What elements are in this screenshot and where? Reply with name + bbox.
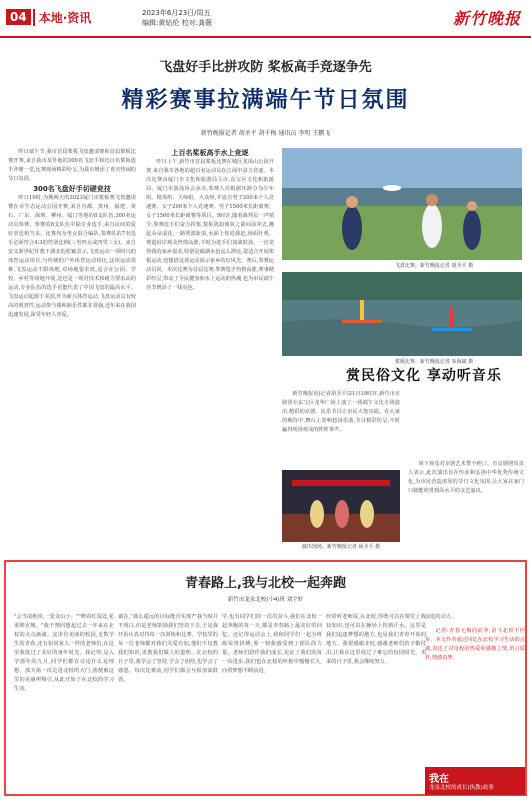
culture-right-text: 场下观众对京剧艺术赞不绝口。市京剧团负责人表示,此次演出旨在传承和弘扬中华优秀传统文化,为市民营造浓厚的节日文化氛围,让大家在家门口就能欣赏到高水平的文艺演出。 — [408, 461, 524, 494]
paddleboard-text: 昨日上午,新竹市首届桨板比赛在城区龙凤山公园开赛,来自我市各地的超百名运动员在江面中奋力竞逐。本次比赛由厦门市文化和旅游局主办,东宝区文化和旅游局、厦门市游泳协会承办,参赛人员根据年龄分为少年组、精英组、大师组、大众组,并设有男子200米个人竞速赛、女子200米个人竞速赛、男子1500米长距离赛、女子1500米长距离赛等项目。9时许,随着裁判员一声哨令,参赛选手们奋力挥桨,桨板犹如离弦之箭向前冲去,溅起朵朵浪花,一路劈波斩浪,水面上你追我赶,场面壮观。赛道沿岸观众热情高涨,不时为选手们加油鼓劲。一直觉得我的家乡很美,特别是蔺湖水色这么漂亮,很适合开展桨板运动,也想借这项运动展示家乡的好风光。赛后,参赛运动员说。本次比赛为首届比赛,参赛选手热情高涨,赛事精彩纷呈,带动了全民健身和水上运动的热潮,也为市民端午佳节增添了一抹亮色。 — [146, 159, 274, 291]
subheading-paddleboard: 上百名桨板高手水上竞逐 — [171, 149, 249, 157]
frisbee-photo-caption: 飞盘比赛。新竹晚报记者 胡圣平 摄 — [394, 263, 474, 269]
subheading-frisbee: 300名飞盘好手切磋竞技 — [33, 185, 111, 193]
feature-text-4: 经常听老师说,在北校,你既可以在课堂上收获知识,也可以在操场上挥洒汗水。这里是我们追逐梦想的地方,也是我们青春开始的地方。我要感谢北校,感谢老师们的辛勤付出,让我在这里度过了难忘的校园时光。未来的日子里,我会继续努力。 — [326, 614, 426, 666]
badge-subtitle: 龙泉北校的成长(执教)故事 — [429, 785, 494, 791]
culture-article-text — [282, 390, 400, 468]
article-headline: 精彩赛事拉满端午节日氛围 — [121, 88, 410, 113]
feature-text-2: 诚在,"那么遥远的目标能否实现?"我当时并不明白,但是老师鼓励我们坚持下去,于是我开始认真对待每一次训练和比赛。学校里的每一位老师都对我们关爱有加,他们不仅教我们知识,更教我们做人的道理。在北校的日子里,我学会了坚持,学会了团结,也学会了感恩。每次比赛前,同学们都会互相加油鼓劲。 — [118, 614, 218, 684]
feature-title: 青春路上,我与北校一起奔跑 — [185, 576, 346, 591]
feature-text-1: "会当凌绝顶,一览众山小。""晓看红湿处,花重锦官城。"我不禁回想起过去一年来在北校的点点滴滴。这里有美丽的校园,无数学生的青春,还有如同家人一样的老师们,在这里我度过了美好的童年时光。我记得,是入学那年的九月,同学们都在讨论什么是理想。那天第一次走进北校的大门,我便被这里的美丽所吸引,从此开始了在北校的学习生活。 — [14, 614, 114, 693]
section-tag — [6, 8, 91, 26]
feature-column-3 — [222, 608, 322, 792]
article-byline: 新竹晚报记者 胡圣平 胡千梅 通讯员 李明 王鹏飞 — [200, 130, 331, 137]
feature-column-4 — [326, 608, 426, 792]
feature-text-3: 学,也有同学们的一次次奋斗,我们在北校一起奔跑的每一天,都是青春路上最美好的回忆。还记得运动会上,我和同学们一起为班级荣誉拼搏,那一刻我感受到了团队的力量。老师们陪伴我们成长,见证了我们的每一次进步,我们也在北校的怀抱中慢慢长大,向着梦想不断前进。 — [222, 614, 322, 675]
feature-byline: 新竹市龙泉北校(小4)班 刘宇轩 — [227, 597, 304, 603]
section-number: 04 — [6, 9, 31, 25]
feature-text-5: 前进的动力。 — [425, 614, 457, 621]
feature-column-5 — [425, 608, 525, 764]
feature-box — [4, 560, 527, 796]
frisbee-photo — [282, 148, 522, 260]
issue-date: 2023年6月23日/周五 — [142, 9, 211, 17]
culture-article-right — [408, 460, 524, 552]
performance-photo — [282, 470, 400, 542]
article-lead: 昨日端午节,我市首届桨板飞盘邀请赛和首届桨板比赛开赛,来自我市及外地的300名飞盘手和近百名桨板选手齐聚一堂,比赛现场精彩纷呈,为我市增添了喜庆热闹的节日氛围。 — [8, 149, 136, 182]
feature-editor-note: 记者:青春无悔向前奔,奋斗北校不停步。本文作者通过回忆在北校学习生活的点滴,表达了对母校的热爱和感激之情,语言质朴,情感真挚。 — [425, 628, 525, 662]
newspaper-logo: 新竹晚报 — [452, 9, 521, 28]
editors-line: 编辑:黄钻伦 校对:龚薇 — [142, 19, 212, 27]
page-header — [0, 0, 531, 38]
paddleboard-photo — [282, 272, 522, 356]
paddleboard-photo-caption: 桨板比赛。新竹晚报记者 朱海斌 摄 — [394, 359, 474, 365]
culture-text: 新竹晚报讯(记者胡圣平)21日19时许,新竹市京剧团在东宝区龙华广场上演了一场端午文化专场演出,精彩的京剧、民乐节目让市民大饱耳福。在大家的期待中,舞台上奏响悠扬乐曲,节目精彩纷呈,不时赢得现场观众的阵阵掌声。 — [282, 391, 400, 433]
feature-column-2 — [118, 608, 218, 792]
frisbee-text: 昨日10时,为期两天的2023厦门市桨板赛飞盘邀请赛在市生态运动公园开赛,来自首都、贵州、福建、黄石、广东、深圳、柳州、厦门等地的8支队伍,300名运动员参赛。参赛的8支队伍中除专业选手,来自民间的爱好者也相当多。比赛均为男女混合编队,参赛队的7名选手必须符合4:3的性别比例(三男四女或四男三女)。来自安义新世纪任教于湖北的张颖表示,飞盘运动一项时兴的体育运动项目,与传统的户外体育运动相比,这项运动很难,飞盘运动不限场地,对场地要求低,适合在公园、学校、乡村等场地开展,这也是一项对技术和耐力要求高的运动,专业队伍的选手更能代表了中国飞盘的最高水平。飞盘运动起源于美国,作为新兴体育运动,飞盘运动具有较高的观赏性,运动参与感和娱乐性都非常强,近年来在我国迅速发展,深受年轻人喜爱。 — [8, 195, 136, 318]
feature-column-1 — [14, 608, 114, 792]
column-badge — [425, 767, 525, 795]
badge-title: 我在 — [429, 774, 449, 785]
issue-info — [142, 8, 212, 28]
article-kicker: 飞盘好手比拼攻防 桨板高手竞逐争先 — [159, 60, 372, 75]
section-name: 本地·资讯 — [33, 9, 92, 26]
article-column-2 — [146, 148, 274, 552]
article-column-1 — [8, 148, 136, 552]
performance-photo-caption: 演出现场。新竹晚报记者 胡圣平 摄 — [301, 544, 381, 550]
culture-article-title: 赏民俗文化 享动听音乐 — [346, 368, 502, 384]
